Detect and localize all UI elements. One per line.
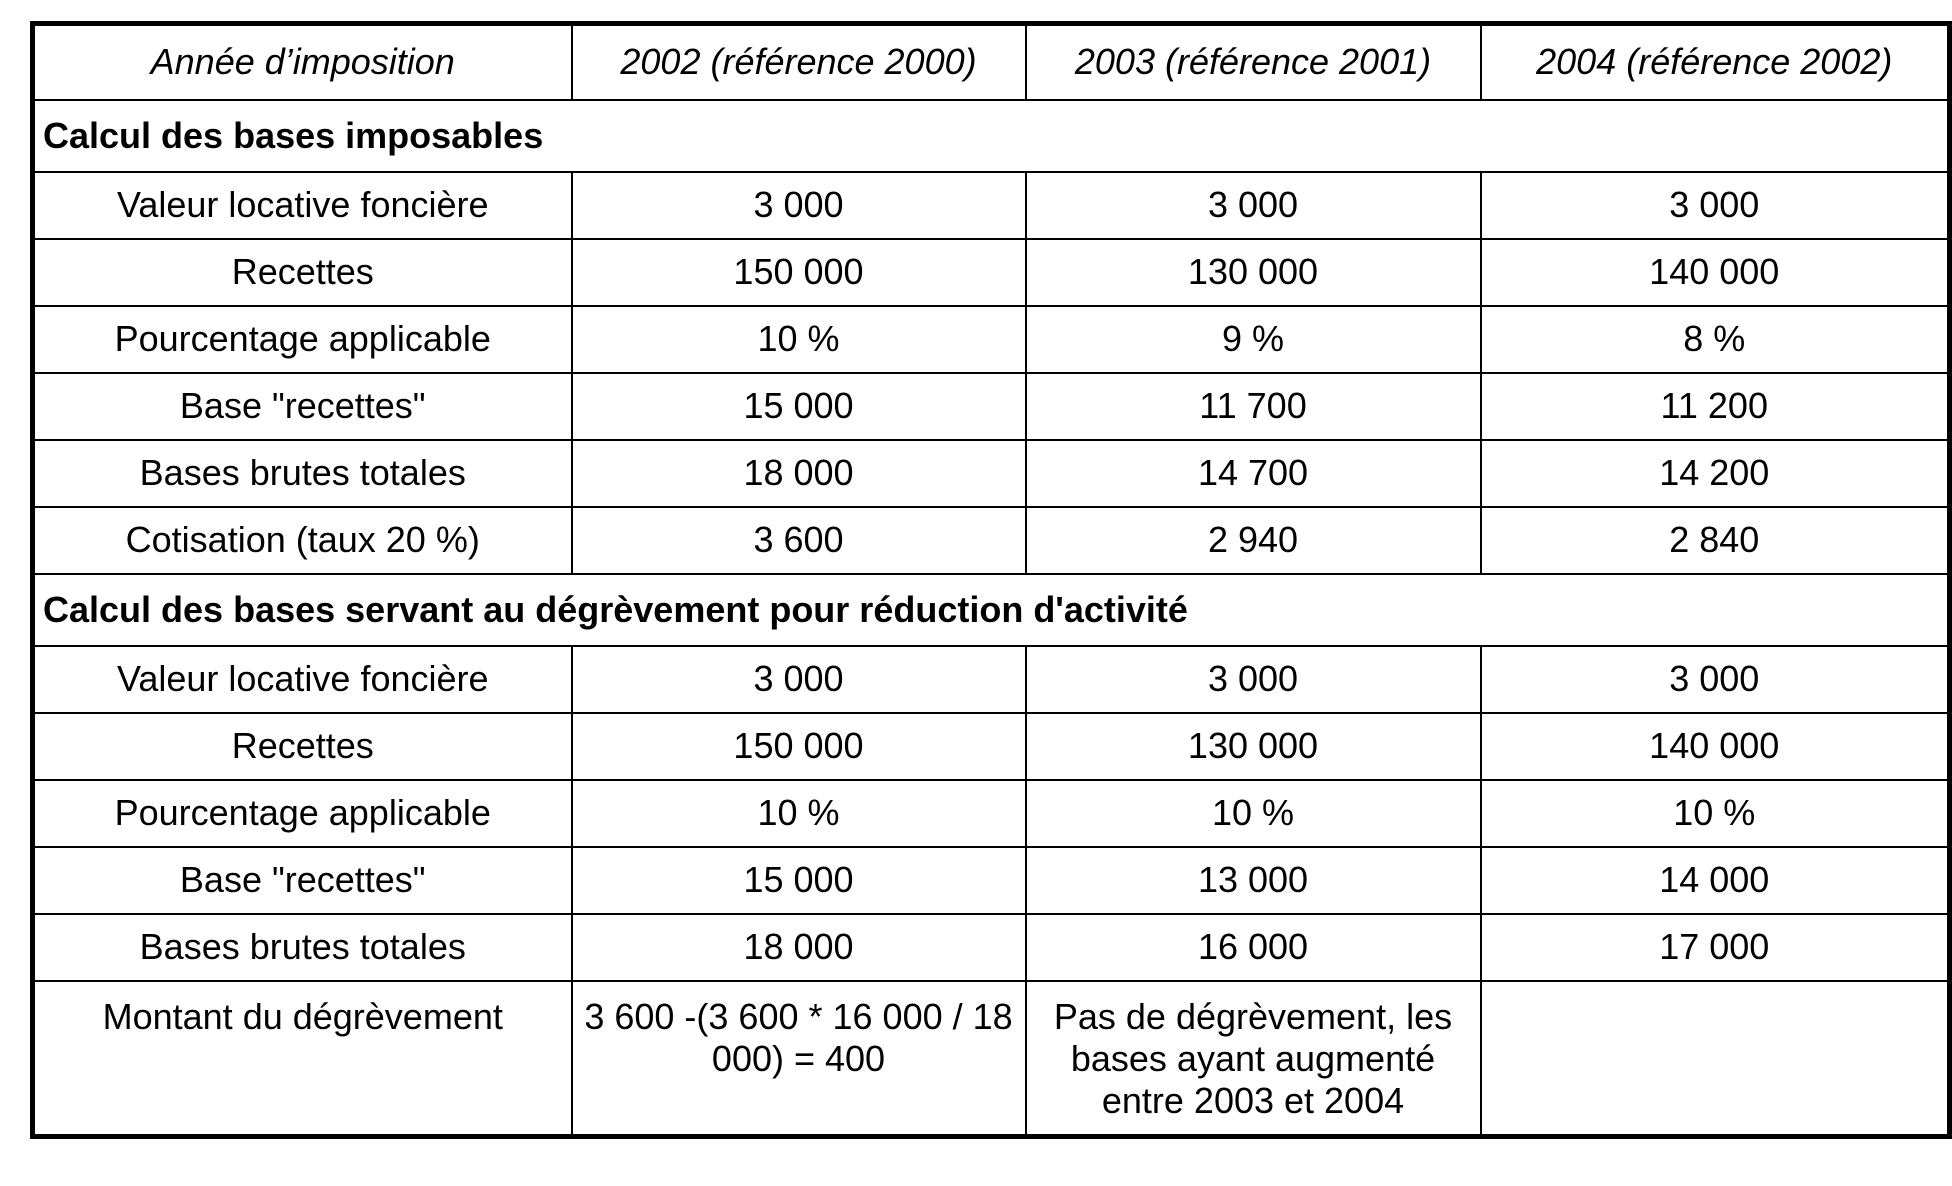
row-value: Pas de dégrèvement, les bases ayant augmenté entre 2003 et 2004 bbox=[1026, 981, 1481, 1137]
row-label: Valeur locative foncière bbox=[33, 172, 572, 239]
row-value: 14 700 bbox=[1026, 440, 1481, 507]
row-value: 10 % bbox=[1481, 780, 1950, 847]
table-row bbox=[33, 914, 1950, 981]
header-year-2002: 2002 (référence 2000) bbox=[572, 24, 1026, 100]
row-label: Base "recettes" bbox=[33, 847, 572, 914]
row-value: 130 000 bbox=[1026, 713, 1481, 780]
row-value: 2 840 bbox=[1481, 507, 1950, 574]
row-value: 150 000 bbox=[572, 713, 1026, 780]
row-label: Montant du dégrèvement bbox=[33, 981, 572, 1137]
row-value: 15 000 bbox=[572, 847, 1026, 914]
row-value: 15 000 bbox=[572, 373, 1026, 440]
header-year-2004: 2004 (référence 2002) bbox=[1481, 24, 1950, 100]
row-value: 18 000 bbox=[572, 440, 1026, 507]
row-value: 10 % bbox=[572, 780, 1026, 847]
row-value: 3 000 bbox=[1481, 646, 1950, 713]
table-row bbox=[33, 847, 1950, 914]
row-value: 150 000 bbox=[572, 239, 1026, 306]
row-value: 3 000 bbox=[572, 172, 1026, 239]
row-value: 3 600 bbox=[572, 507, 1026, 574]
row-label: Pourcentage applicable bbox=[33, 780, 572, 847]
row-label: Base "recettes" bbox=[33, 373, 572, 440]
row-label: Recettes bbox=[33, 239, 572, 306]
row-value: 13 000 bbox=[1026, 847, 1481, 914]
row-value: 3 000 bbox=[572, 646, 1026, 713]
section-title-row bbox=[33, 100, 1950, 172]
table-row bbox=[33, 713, 1950, 780]
table-row bbox=[33, 507, 1950, 574]
row-label: Recettes bbox=[33, 713, 572, 780]
table-row bbox=[33, 440, 1950, 507]
header-row bbox=[33, 24, 1950, 100]
row-value: 14 000 bbox=[1481, 847, 1950, 914]
row-label: Cotisation (taux 20 %) bbox=[33, 507, 572, 574]
row-value: 10 % bbox=[572, 306, 1026, 373]
row-value: 130 000 bbox=[1026, 239, 1481, 306]
row-value: 3 000 bbox=[1026, 646, 1481, 713]
section-title-row bbox=[33, 574, 1950, 646]
row-value: 14 200 bbox=[1481, 440, 1950, 507]
table-row bbox=[33, 239, 1950, 306]
row-value: 11 700 bbox=[1026, 373, 1481, 440]
row-value: 17 000 bbox=[1481, 914, 1950, 981]
table-row bbox=[33, 646, 1950, 713]
row-label: Valeur locative foncière bbox=[33, 646, 572, 713]
row-value: 10 % bbox=[1026, 780, 1481, 847]
table-row bbox=[33, 172, 1950, 239]
row-label: Bases brutes totales bbox=[33, 914, 572, 981]
header-label-cell: Année d’imposition bbox=[33, 24, 572, 100]
degrevement-row bbox=[33, 981, 1950, 1137]
section2-title: Calcul des bases servant au dégrèvement pour réduction d'activité bbox=[33, 574, 1950, 646]
tax-calculation-table bbox=[30, 21, 1952, 1139]
row-value bbox=[1481, 981, 1950, 1137]
row-value: 11 200 bbox=[1481, 373, 1950, 440]
row-value: 16 000 bbox=[1026, 914, 1481, 981]
row-value: 3 000 bbox=[1481, 172, 1950, 239]
table-row bbox=[33, 373, 1950, 440]
row-value: 8 % bbox=[1481, 306, 1950, 373]
row-label: Bases brutes totales bbox=[33, 440, 572, 507]
row-value: 140 000 bbox=[1481, 239, 1950, 306]
table-row bbox=[33, 306, 1950, 373]
section1-title: Calcul des bases imposables bbox=[33, 100, 1950, 172]
row-value: 18 000 bbox=[572, 914, 1026, 981]
row-value: 2 940 bbox=[1026, 507, 1481, 574]
row-value: 9 % bbox=[1026, 306, 1481, 373]
header-year-2003: 2003 (référence 2001) bbox=[1026, 24, 1481, 100]
row-value: 3 000 bbox=[1026, 172, 1481, 239]
row-value: 3 600 -(3 600 * 16 000 / 18 000) = 400 bbox=[572, 981, 1026, 1137]
row-label: Pourcentage applicable bbox=[33, 306, 572, 373]
row-value: 140 000 bbox=[1481, 713, 1950, 780]
table-row bbox=[33, 780, 1950, 847]
